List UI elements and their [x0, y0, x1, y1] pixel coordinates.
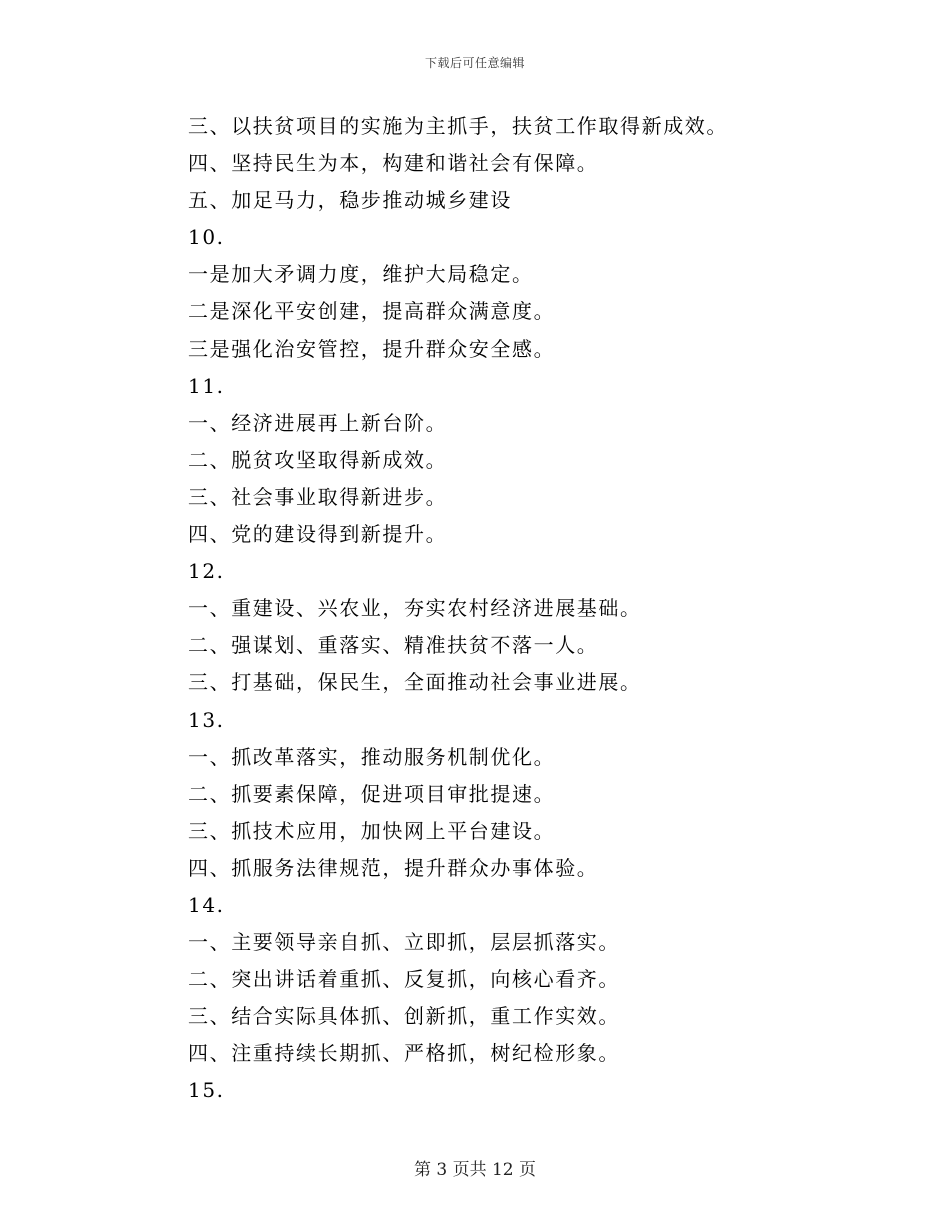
text-line: 三、以扶贫项目的实施为主抓手，扶贫工作取得新成效。	[188, 114, 728, 138]
section-number: 11.	[188, 373, 225, 398]
text-line: 三、抓技术应用，加快网上平台建设。	[188, 818, 556, 843]
section-number: 15.	[188, 1078, 225, 1103]
page-header: 下载后可任意编辑	[424, 56, 525, 70]
page-footer: 第 3 页共 12 页	[413, 1160, 537, 1180]
text-line: 四、坚持民生为本，构建和谐社会有保障。	[188, 151, 599, 176]
text-line: 一、主要领导亲自抓、立即抓，层层抓落实。	[188, 930, 620, 955]
text-line: 一、经济进展再上新台阶。	[188, 410, 448, 435]
text-line: 一是加大矛调力度，维护大局稳定。	[188, 262, 534, 287]
text-line: 二、脱贫攻坚取得新成效。	[188, 447, 448, 472]
text-line: 三、结合实际具体抓、创新抓，重工作实效。	[188, 1004, 620, 1029]
text-line: 四、注重持续长期抓、严格抓，树纪检形象。	[188, 1041, 620, 1066]
text-line: 一、重建设、兴农业，夯实农村经济进展基础。	[188, 596, 642, 621]
document-body	[188, 108, 888, 1110]
text-line: 二是深化平安创建，提高群众满意度。	[188, 299, 556, 324]
text-line: 三、打基础，保民生，全面推动社会事业进展。	[188, 670, 642, 695]
text-line: 三、社会事业取得新进步。	[188, 484, 448, 509]
text-line: 二、强谋划、重落实、精准扶贫不落一人。	[188, 633, 599, 658]
section-number: 12.	[188, 559, 225, 584]
text-line: 三是强化治安管控，提升群众安全感。	[188, 336, 556, 361]
text-line: 二、抓要素保障，促进项目审批提速。	[188, 781, 556, 806]
text-line: 二、突出讲话着重抓、反复抓，向核心看齐。	[188, 967, 620, 992]
section-number: 14.	[188, 892, 225, 917]
text-line: 五、加足马力，稳步推动城乡建设	[188, 188, 512, 213]
section-number: 10.	[188, 225, 225, 250]
section-number: 13.	[188, 707, 225, 732]
text-line: 四、党的建设得到新提升。	[188, 522, 448, 547]
text-line: 一、抓改革落实，推动服务机制优化。	[188, 744, 556, 769]
text-line: 四、抓服务法律规范，提升群众办事体验。	[188, 855, 599, 880]
